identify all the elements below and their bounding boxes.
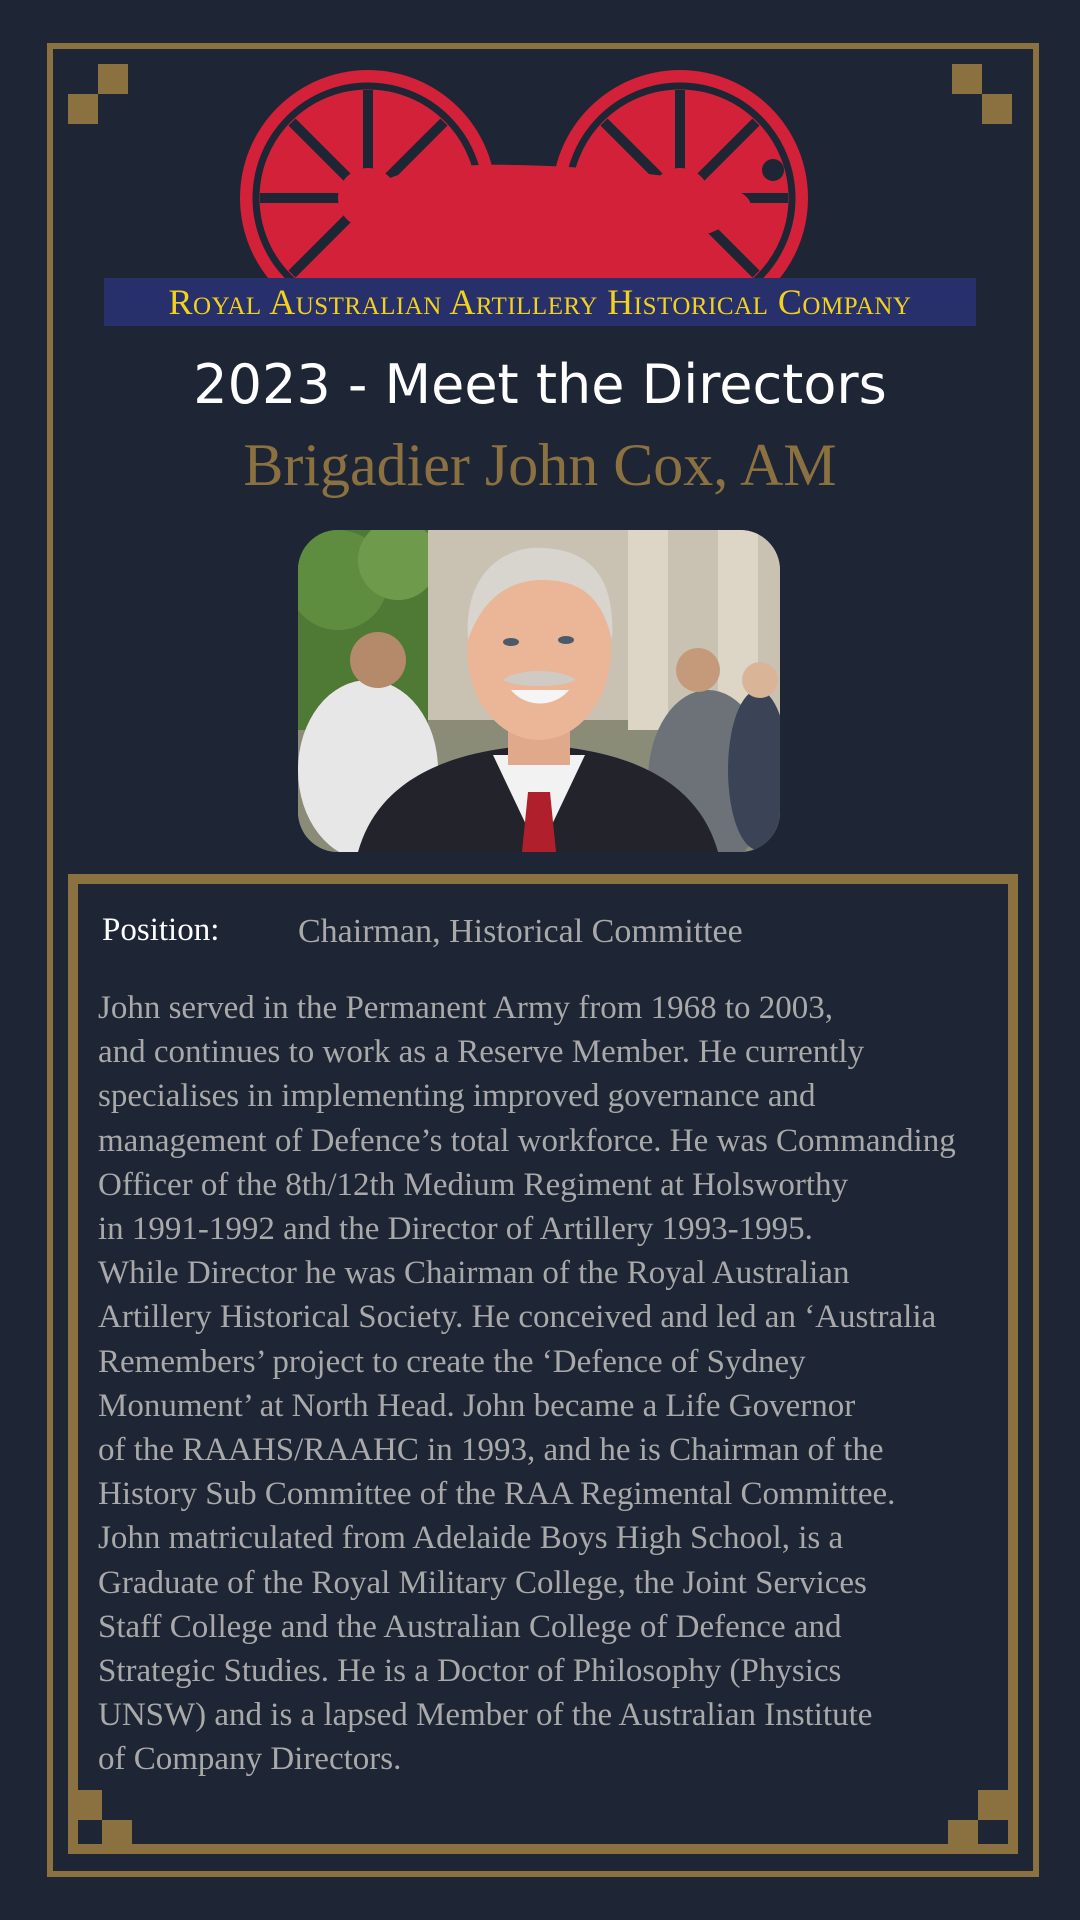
bio-line: Remembers’ project to create the ‘Defence of Sydney: [98, 1343, 806, 1380]
bio-line: Artillery Historical Society. He conceived and led an ‘Australia: [98, 1299, 937, 1336]
bio-line: Graduate of the Royal Military College, the Joint Services: [98, 1564, 867, 1601]
biography: [98, 986, 998, 1782]
director-portrait: [298, 530, 780, 852]
bio-line: specialises in implementing improved governance and: [98, 1078, 816, 1115]
bio-line: History Sub Committee of the RAA Regimental Committee.: [98, 1476, 896, 1513]
director-name: Brigadier John Cox, AM: [243, 432, 837, 498]
corner-ornament-icon: [952, 64, 1012, 124]
organization-banner: [104, 278, 976, 326]
page-title: 2023 - Meet the Directors: [193, 353, 887, 416]
bio-line: management of Defence’s total workforce. He was Commanding: [98, 1122, 956, 1159]
field-cannon-icon: [240, 68, 840, 278]
bio-line: Strategic Studies. He is a Doctor of Philosophy (Physics: [98, 1653, 842, 1690]
position-label: Position:: [102, 912, 220, 948]
bio-line: and continues to work as a Reserve Member. He currently: [98, 1034, 865, 1071]
bio-line: Staff College and the Australian College of Defence and: [98, 1608, 842, 1645]
bio-line: UNSW) and is a lapsed Member of the Australian Institute: [98, 1697, 873, 1734]
bio-line: Monument’ at North Head. John became a Life Governor: [98, 1387, 856, 1424]
position-value: Chairman, Historical Committee: [298, 913, 743, 950]
bio-line: Officer of the 8th/12th Medium Regiment at Holsworthy: [98, 1166, 849, 1203]
corner-ornament-icon: [68, 64, 128, 124]
bio-line: in 1991-1992 and the Director of Artillery 1993-1995.: [98, 1211, 813, 1248]
bio-line: John matriculated from Adelaide Boys High School, is a: [98, 1520, 844, 1557]
organization-name: Royal Australian Artillery Historical Company: [168, 282, 912, 322]
bio-line: John served in the Permanent Army from 1968 to 2003,: [98, 990, 834, 1026]
bio-line: of Company Directors.: [98, 1741, 402, 1778]
bio-line: While Director he was Chairman of the Royal Australian: [98, 1255, 850, 1292]
bio-line: of the RAAHS/RAAHC in 1993, and he is Chairman of the: [98, 1432, 884, 1469]
